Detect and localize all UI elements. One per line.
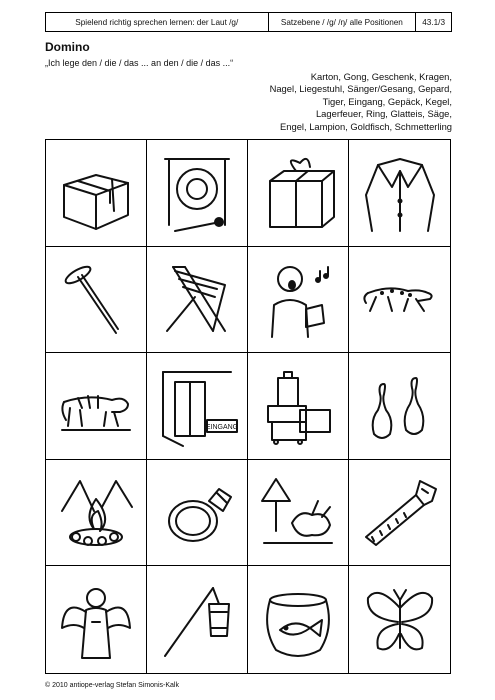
- domino-card: [349, 460, 450, 567]
- domino-grid: [45, 139, 451, 674]
- deck-chair-icon: [155, 257, 239, 341]
- header-middle: Satzebene / /g/ /ŋ/ alle Positionen: [269, 13, 417, 31]
- domino-card: [147, 460, 248, 567]
- gong-icon: [155, 151, 239, 235]
- campfire-icon: [54, 471, 138, 555]
- luggage-icon: [256, 364, 340, 448]
- domino-card: [147, 140, 248, 247]
- domino-card: [46, 460, 147, 567]
- lantern-icon: [155, 578, 239, 662]
- ring-icon: [155, 471, 239, 555]
- gift-icon: [256, 151, 340, 235]
- eingang-sign-label: EINGANG: [205, 423, 239, 431]
- domino-card: [248, 460, 349, 567]
- header-page-number: 43.1/3: [422, 17, 445, 27]
- domino-card: [147, 566, 248, 673]
- word-line: Karton, Gong, Geschenk, Kragen,: [310, 71, 452, 82]
- domino-card: [147, 353, 248, 460]
- goldfish-icon: [256, 578, 340, 662]
- nail-icon: [54, 257, 138, 341]
- header-left: Spielend richtig sprechen lernen: der Laut /g/: [46, 13, 269, 31]
- tiger-icon: [54, 364, 138, 448]
- domino-card: [248, 566, 349, 673]
- cheetah-icon: [358, 257, 442, 341]
- domino-card: [46, 353, 147, 460]
- header-bar: [45, 12, 452, 32]
- domino-card: [46, 140, 147, 247]
- domino-card: [349, 353, 450, 460]
- singer-icon: [256, 257, 340, 341]
- domino-card: [349, 247, 450, 354]
- word-line: Tiger, Eingang, Gepäck, Kegel,: [322, 95, 452, 107]
- slippery-ice-icon: [256, 471, 340, 555]
- instruction-quote: „Ich lege den / die / das ... an den / die / das ...“: [45, 58, 234, 68]
- angel-icon: [54, 578, 138, 662]
- box-icon: [54, 151, 138, 235]
- word-line: Lagerfeuer, Ring, Glatteis, Säge,: [315, 108, 452, 120]
- domino-card: [248, 247, 349, 354]
- shirt-collar-icon: [358, 151, 442, 235]
- domino-card: [248, 353, 349, 460]
- word-list: [222, 71, 452, 133]
- word-line: Engel, Lampion, Goldfisch, Schmetterling: [280, 120, 452, 132]
- word-line: Nagel, Liegestuhl, Sänger/Gesang, Gepard,: [269, 83, 452, 95]
- entrance-door-icon: [155, 364, 239, 448]
- domino-card: [349, 566, 450, 673]
- domino-card: [248, 140, 349, 247]
- page-title: Domino: [45, 40, 90, 54]
- bowling-pins-icon: [358, 364, 442, 448]
- domino-card: [46, 247, 147, 354]
- footer-copyright: © 2010 antiope-verlag Stefan Simonis-Kalk: [45, 682, 179, 689]
- domino-card: [46, 566, 147, 673]
- domino-card: [147, 247, 248, 354]
- domino-card: [349, 140, 450, 247]
- saw-icon: [358, 471, 442, 555]
- butterfly-icon: [358, 578, 442, 662]
